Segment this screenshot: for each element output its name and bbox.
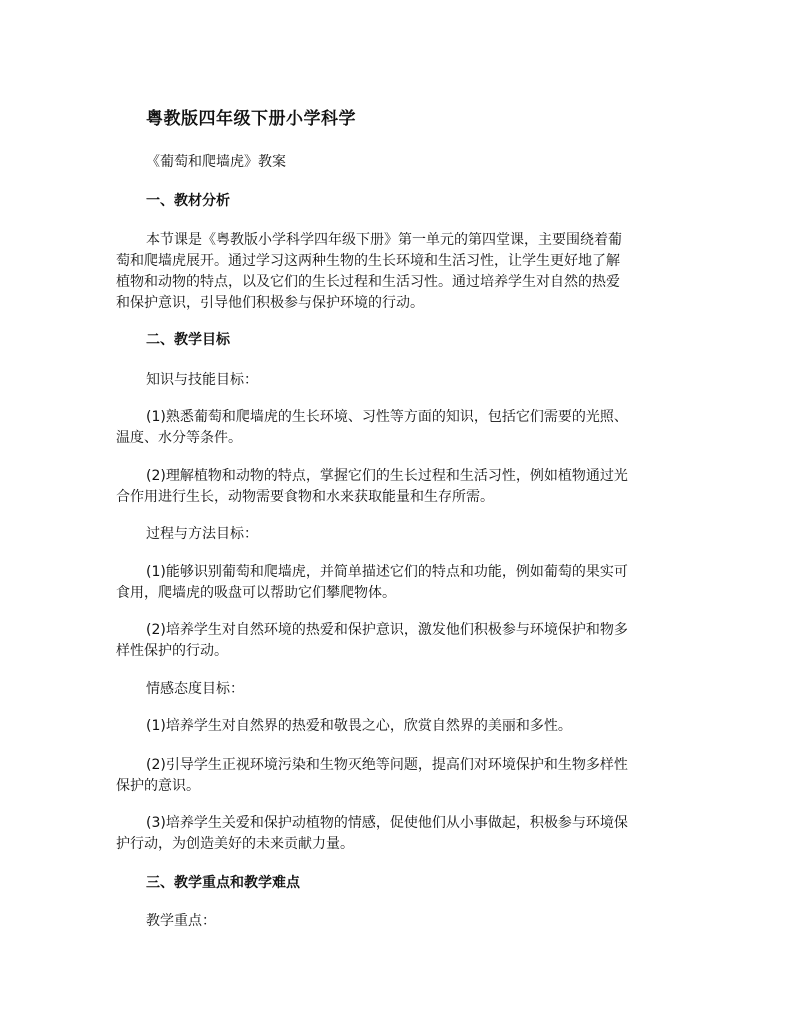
knowledge-goal-2-line-1: (2)理解植物和动物的特点，掌握它们的生长过程和生活习性，例如植物通过光 bbox=[146, 468, 628, 484]
knowledge-goal-label: 知识与技能目标： bbox=[146, 372, 258, 388]
process-goal-1-line-1: (1)能够识别葡萄和爬墙虎，并简单描述它们的特点和功能，例如葡萄的果实可 bbox=[146, 564, 628, 580]
process-goal-label: 过程与方法目标： bbox=[146, 526, 258, 542]
emotion-goal-3-line-2: 护行动，为创造美好的未来贡献力量。 bbox=[116, 836, 354, 852]
analysis-line-4: 和保护意识，引导他们积极参与保护环境的行动。 bbox=[116, 295, 424, 311]
section-heading-focus: 三、教学重点和教学难点 bbox=[146, 875, 300, 891]
section-heading-goals: 二、教学目标 bbox=[146, 332, 230, 348]
emotion-goal-2-line-1: (2)引导学生正视环境污染和生物灭绝等问题，提高们对环境保护和生物多样性 bbox=[146, 757, 628, 773]
analysis-line-1: 本节课是《粤教版小学科学四年级下册》第一单元的第四堂课，主要围绕着葡 bbox=[146, 232, 622, 248]
knowledge-goal-2-line-2: 合作用进行生长，动物需要食物和水来获取能量和生存所需。 bbox=[116, 489, 494, 505]
focus-label: 教学重点： bbox=[146, 913, 216, 929]
document-subtitle: 《葡萄和爬墙虎》教案 bbox=[146, 154, 286, 170]
analysis-line-2: 萄和爬墙虎展开。通过学习这两种生物的生长环境和生活习性，让学生更好地了解 bbox=[116, 253, 620, 269]
analysis-line-3: 植物和动物的特点，以及它们的生长过程和生活习性。通过培养学生对自然的热爱 bbox=[116, 274, 620, 290]
knowledge-goal-1-line-2: 温度、水分等条件。 bbox=[116, 430, 242, 446]
document-title: 粤教版四年级下册小学科学 bbox=[146, 109, 356, 129]
emotion-goal-2-line-2: 保护的意识。 bbox=[116, 778, 200, 794]
knowledge-goal-1-line-1: (1)熟悉葡萄和爬墙虎的生长环境、习性等方面的知识，包括它们需要的光照、 bbox=[146, 409, 628, 425]
process-goal-2-line-2: 样性保护的行动。 bbox=[116, 643, 228, 659]
emotion-goal-label: 情感态度目标： bbox=[146, 681, 244, 697]
process-goal-2-line-1: (2)培养学生对自然环境的热爱和保护意识，激发他们积极参与环境保护和物多 bbox=[146, 622, 628, 638]
section-heading-analysis: 一、教材分析 bbox=[146, 193, 230, 209]
process-goal-1-line-2: 食用，爬墙虎的吸盘可以帮助它们攀爬物体。 bbox=[116, 585, 396, 601]
emotion-goal-1-line-1: (1)培养学生对自然界的热爱和敬畏之心，欣赏自然界的美丽和多性。 bbox=[146, 718, 572, 734]
emotion-goal-3-line-1: (3)培养学生关爱和保护动植物的情感，促使他们从小事做起，积极参与环境保 bbox=[146, 815, 628, 831]
